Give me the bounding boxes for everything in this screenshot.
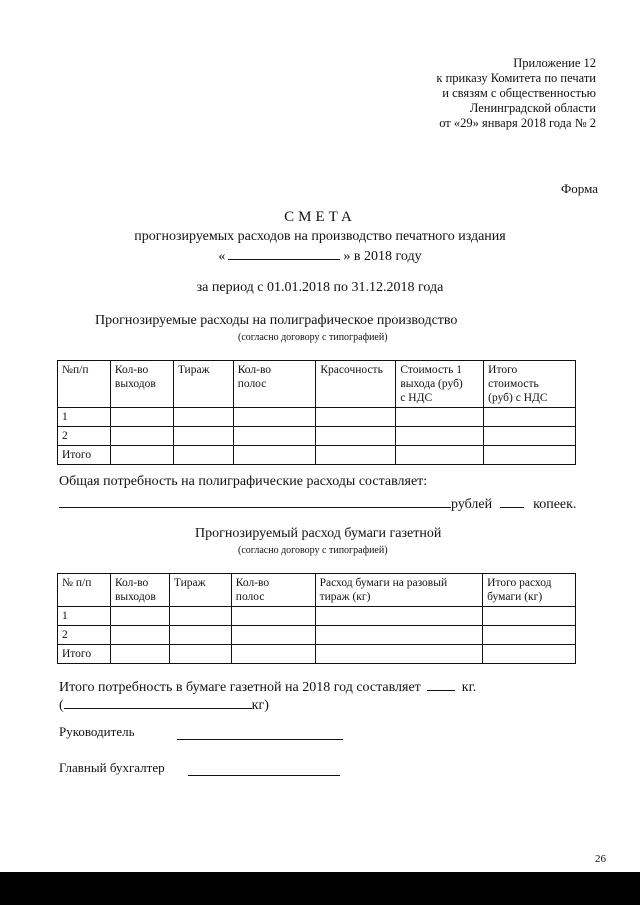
kop-label: копеек. [533, 497, 577, 512]
appendix-line: к приказу Комитета по печати [436, 71, 596, 85]
print-total-blank[interactable] [59, 492, 451, 508]
appendix-line: Ленинградской области [469, 101, 596, 115]
section1-heading: Прогнозируемые расходы на полиграфическое производство [95, 313, 458, 328]
table-cell[interactable] [483, 626, 576, 645]
appendix-line: и связям с общественностью [442, 86, 596, 100]
kg-label: кг. [461, 680, 477, 695]
section2-heading: Прогнозируемый расход бумаги газетной [195, 526, 442, 541]
table-row [58, 607, 576, 626]
table-cell[interactable] [233, 427, 316, 446]
row-label: 2 [58, 626, 111, 645]
header-cell: Кол-во выходов [110, 574, 169, 607]
print-total-line [59, 492, 589, 513]
appendix-block [436, 56, 596, 131]
row-label: Итого [58, 645, 111, 664]
publication-name-line [0, 246, 640, 265]
table-cell[interactable] [233, 446, 316, 465]
table-cell[interactable] [233, 408, 316, 427]
table-cell[interactable] [316, 446, 396, 465]
head-signature-label: Руководитель [59, 724, 135, 739]
section2-note: (согласно договору с типографией) [238, 545, 388, 556]
name-close-text: » в 2018 году [343, 249, 422, 264]
table-cell[interactable] [315, 607, 483, 626]
accountant-signature-line[interactable] [188, 761, 340, 776]
appendix-line: Приложение 12 [513, 56, 596, 70]
table-row [58, 446, 576, 465]
table-cell[interactable] [173, 446, 233, 465]
table-cell[interactable] [316, 408, 396, 427]
header-cell: Кол-во полос [231, 574, 315, 607]
table-row [58, 645, 576, 664]
row-label: 1 [58, 408, 111, 427]
table-cell[interactable] [231, 607, 315, 626]
header-cell: Стоимость 1 выхода (руб) с НДС [396, 361, 484, 408]
header-cell: Тираж [169, 574, 231, 607]
paper-usage-table [57, 573, 576, 664]
print-total-text: Общая потребность на полиграфические расходы составляет: [59, 474, 428, 489]
table-cell[interactable] [396, 446, 484, 465]
period-line: за период с 01.01.2018 по 31.12.2018 года [196, 280, 444, 295]
table-cell[interactable] [231, 626, 315, 645]
accountant-signature-label: Главный бухгалтер [59, 760, 165, 775]
print-costs-table [57, 360, 576, 465]
table-cell[interactable] [169, 645, 231, 664]
form-label: Форма [561, 181, 598, 196]
table-row [58, 427, 576, 446]
table-cell[interactable] [169, 607, 231, 626]
table-cell[interactable] [315, 626, 483, 645]
appendix-line: от «29» января 2018 года № 2 [439, 116, 596, 130]
table-cell[interactable] [110, 607, 169, 626]
table-row [58, 408, 576, 427]
publication-name-blank[interactable] [228, 246, 340, 260]
table-cell[interactable] [173, 427, 233, 446]
document-title: СМЕТА [284, 209, 356, 225]
header-cell: Итого стоимость (руб) с НДС [484, 361, 576, 408]
head-signature-line[interactable] [177, 725, 343, 740]
table-cell[interactable] [173, 408, 233, 427]
table-cell[interactable] [110, 626, 169, 645]
name-open-quote: « [218, 249, 226, 264]
header-cell: Расход бумаги на разовый тираж (кг) [315, 574, 483, 607]
header-cell: №п/п [58, 361, 111, 408]
table-cell[interactable] [110, 408, 173, 427]
table-cell[interactable] [231, 645, 315, 664]
scan-bottom-border [0, 872, 640, 905]
table-cell[interactable] [110, 446, 173, 465]
table-cell[interactable] [110, 427, 173, 446]
row-label: 2 [58, 427, 111, 446]
table-cell[interactable] [483, 645, 576, 664]
paren-close: кг) [251, 698, 269, 713]
paren-open: ( [59, 698, 64, 713]
document-subtitle: прогнозируемых расходов на производство печатного издания [134, 229, 506, 244]
page-number: 26 [595, 853, 606, 865]
table-cell[interactable] [316, 427, 396, 446]
header-cell: № п/п [58, 574, 111, 607]
table-cell[interactable] [483, 607, 576, 626]
table-header-row [58, 361, 576, 408]
table-cell[interactable] [396, 408, 484, 427]
kop-blank[interactable] [500, 492, 524, 508]
row-label: 1 [58, 607, 111, 626]
paper-total-blank[interactable] [427, 675, 455, 691]
table-row [58, 626, 576, 645]
header-cell: Итого расход бумаги (кг) [483, 574, 576, 607]
paper-total-text: Итого потребность в бумаге газетной на 2018 год составляет [59, 680, 421, 695]
table-cell[interactable] [484, 446, 576, 465]
rub-label: рублей [451, 497, 493, 512]
table-header-row [58, 574, 576, 607]
paper-words-line [59, 693, 269, 714]
header-cell: Кол-во выходов [110, 361, 173, 408]
table-cell[interactable] [315, 645, 483, 664]
table-cell[interactable] [484, 408, 576, 427]
table-cell[interactable] [484, 427, 576, 446]
header-cell: Кол-во полос [233, 361, 316, 408]
table-cell[interactable] [396, 427, 484, 446]
table-cell[interactable] [169, 626, 231, 645]
row-label: Итого [58, 446, 111, 465]
table-cell[interactable] [110, 645, 169, 664]
header-cell: Тираж [173, 361, 233, 408]
paper-words-blank[interactable] [64, 693, 252, 709]
section1-note: (согласно договору с типографией) [238, 332, 388, 343]
header-cell: Красочность [316, 361, 396, 408]
